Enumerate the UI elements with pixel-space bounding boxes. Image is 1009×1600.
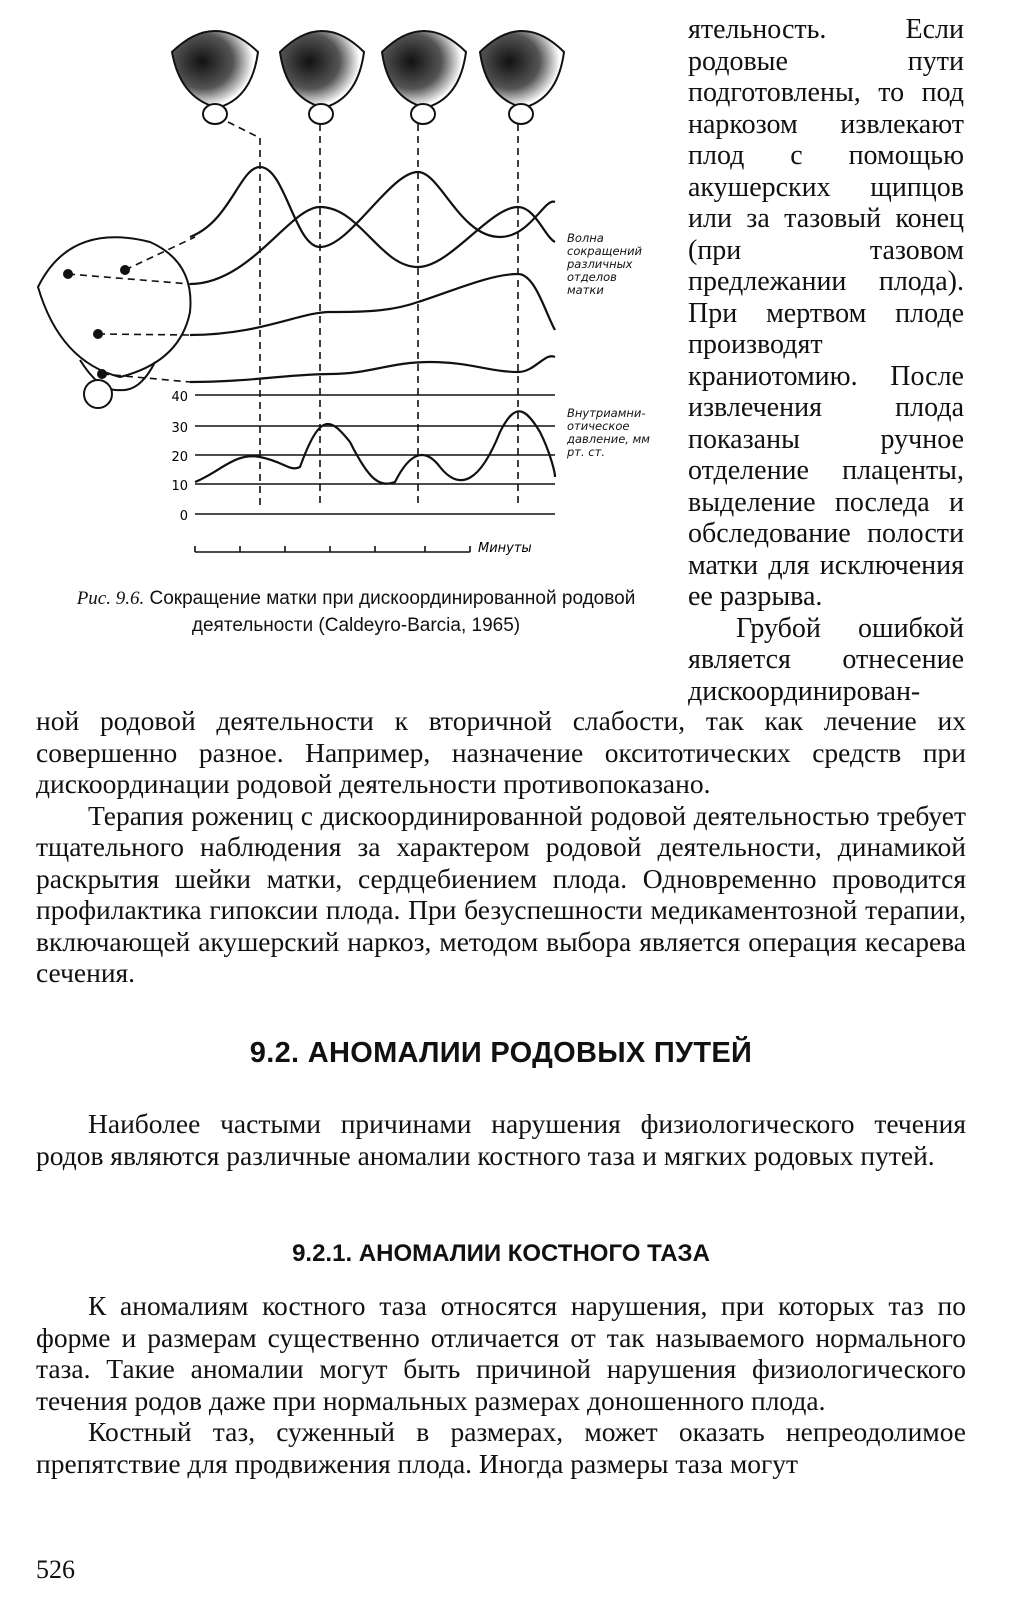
subsection-heading: 9.2.1. АНОМАЛИИ КОСТНОГО ТАЗА [292,1240,710,1267]
pressure-grid [195,395,555,514]
caption-text: Сокращение матки при дискоординированной родовой деятельности (Caldeyro-Barcia, 1965) [149,588,636,636]
uterus-icon-1 [172,31,258,124]
paragraph-narrowed-pelvis: Костный таз, суженный в размерах, может оказать непреодолимое препятствие для продвижения плода. Иногда размеры таза могут [36,1416,966,1479]
figure-caption [36,585,676,639]
body-text-block-1 [36,705,966,989]
contraction-waves [190,167,555,382]
caption-prefix: Рис. 9.6. [76,588,145,609]
pressure-curve [195,411,555,483]
pressure-label: Внутриамни- отическое давление, мм рт. ст. [567,406,650,459]
side-column-text [688,14,964,707]
uterine-contraction-figure [30,12,670,612]
y-tick-10: 10 [171,479,188,494]
side-paragraph-1: ятельность. Если родовые пути подготовлены, то под наркозом извлекают плод с помощью акушерских щипцов или за тазовый конец (при тазовом предлежании плода). При мертвом плоде производят краниотомию. После извлечения плода показаны ручное отделение плаценты, выделение последа и обследование полости матки для исключения ее разрыва. [688,14,964,612]
y-tick-40: 40 [171,390,188,405]
side-paragraph-2: Грубой ошибкой является отнесение дискоординирован- [688,612,964,707]
uterus-icon-3 [382,31,466,124]
y-tick-30: 30 [171,421,188,436]
paragraph-therapy: Терапия рожениц с дискоординированной родовой деятельностью требует тщательного наблюдения за характером родовой деятельности, динамикой раскрытия шейки матки, сердцебиением плода. Одновременно проводится профилактика гипоксии плода. При безуспешности медикаментозной терапии, включающей акушерский наркоз, методом выбора является операция кесарева сечения. [36,799,966,988]
wave-label: Волна сокращений различных отделов матки [567,231,643,297]
x-axis-label: Минуты [478,541,532,556]
paragraph-continuation: ной родовой деятельности к вторичной слабости, так как лечение их совершенно разное. Например, назначение окситотических средств при дискоординации родовой деятельности противопоказано. [36,705,966,799]
y-tick-0: 0 [179,509,188,524]
time-axis [195,546,470,552]
contraction-diagram [30,12,670,612]
uterus-icon-2 [280,31,364,124]
paragraph-anomalies: К аномалиям костного таза относятся нарушения, при которых таз по форме и размерам существенно отличается от так называемого нормального таза. Такие аномалии могут быть причиной нарушения физиологического течения родов даже при нормальных размерах доношенного плода. [36,1290,966,1416]
page-number: 526 [36,1555,75,1584]
body-text-block-2 [36,1108,966,1171]
large-uterus-icon [38,237,191,408]
paragraph-intro: Наиболее частыми причинами нарушения физиологического течения родов являются различные аномалии костного таза и мягких родовых путей. [36,1108,966,1171]
uterus-icon-4 [480,31,564,124]
y-tick-20: 20 [171,450,188,465]
body-text-block-3 [36,1290,966,1479]
section-heading: 9.2. АНОМАЛИИ РОДОВЫХ ПУТЕЙ [249,1037,753,1069]
